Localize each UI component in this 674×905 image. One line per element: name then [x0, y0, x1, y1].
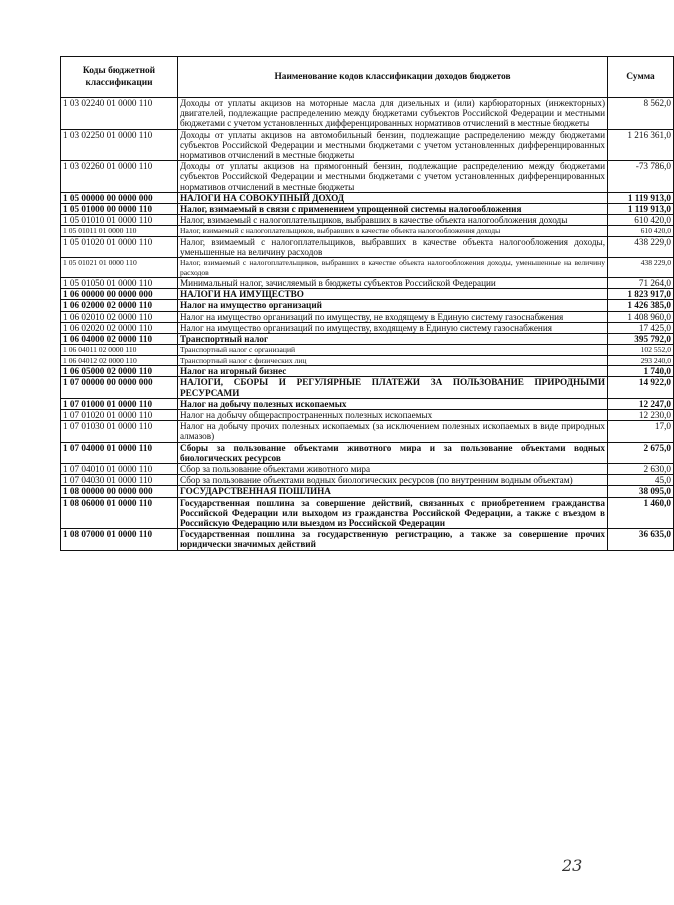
- row-sum: 2 630,0: [608, 463, 674, 474]
- table-row: [61, 345, 674, 355]
- row-code: 1 03 02260 01 0000 110: [61, 161, 178, 193]
- row-name: Налог, взимаемый с налогоплательщиков, выбравших в качестве объекта налогообложения доходы, уменьшенные на величину расходов: [178, 258, 608, 278]
- table-row: [61, 98, 674, 130]
- table-row: [61, 355, 674, 365]
- row-name: Налог на имущество организаций: [178, 300, 608, 311]
- row-code: 1 06 05000 02 0000 110: [61, 366, 178, 377]
- table-row: [61, 442, 674, 463]
- row-sum: 17,0: [608, 421, 674, 442]
- row-name: Государственная пошлина за совершение действий, связанных с приобретением гражданства Российской Федерации или выходом из гражданства Российской Федерации, а также с въездом в Российскую Федерацию или выездом из Российской Федерации: [178, 497, 608, 529]
- table-row: [61, 300, 674, 311]
- row-name: Налог на игорный бизнес: [178, 366, 608, 377]
- row-code: 1 05 01011 01 0000 110: [61, 226, 178, 236]
- row-sum: 38 095,0: [608, 486, 674, 497]
- row-code: 1 05 00000 00 0000 000: [61, 192, 178, 203]
- row-sum: 438 229,0: [608, 258, 674, 278]
- row-code: 1 06 02020 02 0000 110: [61, 322, 178, 333]
- row-code: 1 05 01020 01 0000 110: [61, 236, 178, 257]
- row-sum: 610 420,0: [608, 215, 674, 226]
- row-name: Сбор за пользование объектами животного мира: [178, 463, 608, 474]
- row-code: 1 03 02240 01 0000 110: [61, 98, 178, 130]
- table-row: [61, 215, 674, 226]
- row-code: 1 06 04011 02 0000 110: [61, 345, 178, 355]
- table-row: [61, 475, 674, 486]
- row-name: Налог на имущество организаций по имуществу, входящему в Единую систему газоснабжения: [178, 322, 608, 333]
- row-sum: 2 675,0: [608, 442, 674, 463]
- row-code: 1 08 06000 01 0000 110: [61, 497, 178, 529]
- row-sum: 1 426 385,0: [608, 300, 674, 311]
- row-sum: 1 460,0: [608, 497, 674, 529]
- row-name: Налог, взимаемый с налогоплательщиков, выбравших в качестве объекта налогообложения доходы: [178, 226, 608, 236]
- row-sum: 12 230,0: [608, 409, 674, 420]
- table-row: [61, 161, 674, 193]
- row-name: Налог на имущество организаций по имуществу, не входящему в Единую систему газоснабжения: [178, 311, 608, 322]
- table-row: [61, 486, 674, 497]
- row-sum: -73 786,0: [608, 161, 674, 193]
- row-sum: 12 247,0: [608, 398, 674, 409]
- row-name: Налог на добычу прочих полезных ископаемых (за исключением полезных ископаемых в виде природных алмазов): [178, 421, 608, 442]
- table-row: [61, 204, 674, 215]
- row-sum: 45,0: [608, 475, 674, 486]
- row-name: НАЛОГИ, СБОРЫ И РЕГУЛЯРНЫЕ ПЛАТЕЖИ ЗА ПОЛЬЗОВАНИЕ ПРИРОДНЫМИ РЕСУРСАМИ: [178, 377, 608, 398]
- table-row: [61, 366, 674, 377]
- table-header-row: [61, 57, 674, 98]
- row-name: Доходы от уплаты акцизов на прямогонный бензин, подлежащие распределению между бюджетами субъектов Российской Федерации и местными бюджетами с учетом установленных дифференцированных нормативов отчислений в местные бюджеты: [178, 161, 608, 193]
- row-code: 1 08 00000 00 0000 000: [61, 486, 178, 497]
- table-row: [61, 311, 674, 322]
- table-row: [61, 529, 674, 550]
- row-code: 1 05 01021 01 0000 110: [61, 258, 178, 278]
- row-name: Транспортный налог с организаций: [178, 345, 608, 355]
- table-row: [61, 421, 674, 442]
- row-code: 1 07 01030 01 0000 110: [61, 421, 178, 442]
- row-code: 1 03 02250 01 0000 110: [61, 129, 178, 161]
- table-row: [61, 226, 674, 236]
- row-code: 1 06 04012 02 0000 110: [61, 355, 178, 365]
- row-name: Доходы от уплаты акцизов на автомобильный бензин, подлежащие распределению между бюджетами субъектов Российской Федерации и местными бюджетами с учетом установленных дифференцированных нормативов отчислений в местные бюджеты: [178, 129, 608, 161]
- table-row: [61, 334, 674, 345]
- row-name: Налог, взимаемый в связи с применением упрощенной системы налогообложения: [178, 204, 608, 215]
- row-name: НАЛОГИ НА ИМУЩЕСТВО: [178, 289, 608, 300]
- header-code: Коды бюджетной классификации: [61, 57, 178, 98]
- row-name: Сбор за пользование объектами водных биологических ресурсов (по внутренним водным объектам): [178, 475, 608, 486]
- row-name: Транспортный налог с физических лиц: [178, 355, 608, 365]
- row-code: 1 05 01000 00 0000 110: [61, 204, 178, 215]
- row-name: Налог, взимаемый с налогоплательщиков, выбравших в качестве объекта налогообложения доходы, уменьшенные на величину расходов: [178, 236, 608, 257]
- table-body: [61, 98, 674, 551]
- row-code: 1 05 01050 01 0000 110: [61, 278, 178, 289]
- row-name: Государственная пошлина за государственную регистрацию, а также за совершение прочих юридически значимых действий: [178, 529, 608, 550]
- table-row: [61, 236, 674, 257]
- table-row: [61, 322, 674, 333]
- table-row: [61, 463, 674, 474]
- row-sum: 610 420,0: [608, 226, 674, 236]
- row-code: 1 07 04030 01 0000 110: [61, 475, 178, 486]
- row-name: ГОСУДАРСТВЕННАЯ ПОШЛИНА: [178, 486, 608, 497]
- row-code: 1 07 00000 00 0000 000: [61, 377, 178, 398]
- table-row: [61, 289, 674, 300]
- row-name: Налог на добычу полезных ископаемых: [178, 398, 608, 409]
- row-name: Транспортный налог: [178, 334, 608, 345]
- row-sum: 102 552,0: [608, 345, 674, 355]
- row-code: 1 07 01020 01 0000 110: [61, 409, 178, 420]
- budget-revenue-table: [60, 56, 674, 551]
- row-name: НАЛОГИ НА СОВОКУПНЫЙ ДОХОД: [178, 192, 608, 203]
- table-row: [61, 377, 674, 398]
- row-sum: 17 425,0: [608, 322, 674, 333]
- row-code: 1 07 01000 01 0000 110: [61, 398, 178, 409]
- row-sum: 1 119 913,0: [608, 192, 674, 203]
- row-sum: 395 792,0: [608, 334, 674, 345]
- row-name: Доходы от уплаты акцизов на моторные масла для дизельных и (или) карбюраторных (инжекторных) двигателей, подлежащие распределению между бюджетами субъектов Российской Федерации и местными бюджетами с учетом установленных дифференцированных нормативов отчислений в местные бюджеты: [178, 98, 608, 130]
- table-row: [61, 278, 674, 289]
- row-name: Сборы за пользование объектами животного мира и за пользование объектами водных биологических ресурсов: [178, 442, 608, 463]
- row-sum: 293 240,0: [608, 355, 674, 365]
- row-code: 1 08 07000 01 0000 110: [61, 529, 178, 550]
- table-row: [61, 129, 674, 161]
- row-code: 1 07 04010 01 0000 110: [61, 463, 178, 474]
- header-name: Наименование кодов классификации доходов бюджетов: [178, 57, 608, 98]
- row-code: 1 07 04000 01 0000 110: [61, 442, 178, 463]
- table-row: [61, 398, 674, 409]
- row-sum: 8 562,0: [608, 98, 674, 130]
- row-sum: 71 264,0: [608, 278, 674, 289]
- row-code: 1 06 02010 02 0000 110: [61, 311, 178, 322]
- row-sum: 14 922,0: [608, 377, 674, 398]
- row-sum: 36 635,0: [608, 529, 674, 550]
- row-sum: 1 216 361,0: [608, 129, 674, 161]
- row-code: 1 06 00000 00 0000 000: [61, 289, 178, 300]
- row-sum: 1 740,0: [608, 366, 674, 377]
- row-code: 1 05 01010 01 0000 110: [61, 215, 178, 226]
- row-sum: 1 823 917,0: [608, 289, 674, 300]
- row-sum: 1 408 960,0: [608, 311, 674, 322]
- table-row: [61, 258, 674, 278]
- row-code: 1 06 04000 02 0000 110: [61, 334, 178, 345]
- row-name: Минимальный налог, зачисляемый в бюджеты субъектов Российской Федерации: [178, 278, 608, 289]
- row-sum: 1 119 913,0: [608, 204, 674, 215]
- page-number: 23: [562, 856, 583, 875]
- row-name: Налог, взимаемый с налогоплательщиков, выбравших в качестве объекта налогообложения доходы: [178, 215, 608, 226]
- row-sum: 438 229,0: [608, 236, 674, 257]
- table-row: [61, 497, 674, 529]
- table-row: [61, 409, 674, 420]
- header-sum: Сумма: [608, 57, 674, 98]
- row-name: Налог на добычу общераспространенных полезных ископаемых: [178, 409, 608, 420]
- row-code: 1 06 02000 02 0000 110: [61, 300, 178, 311]
- table-row: [61, 192, 674, 203]
